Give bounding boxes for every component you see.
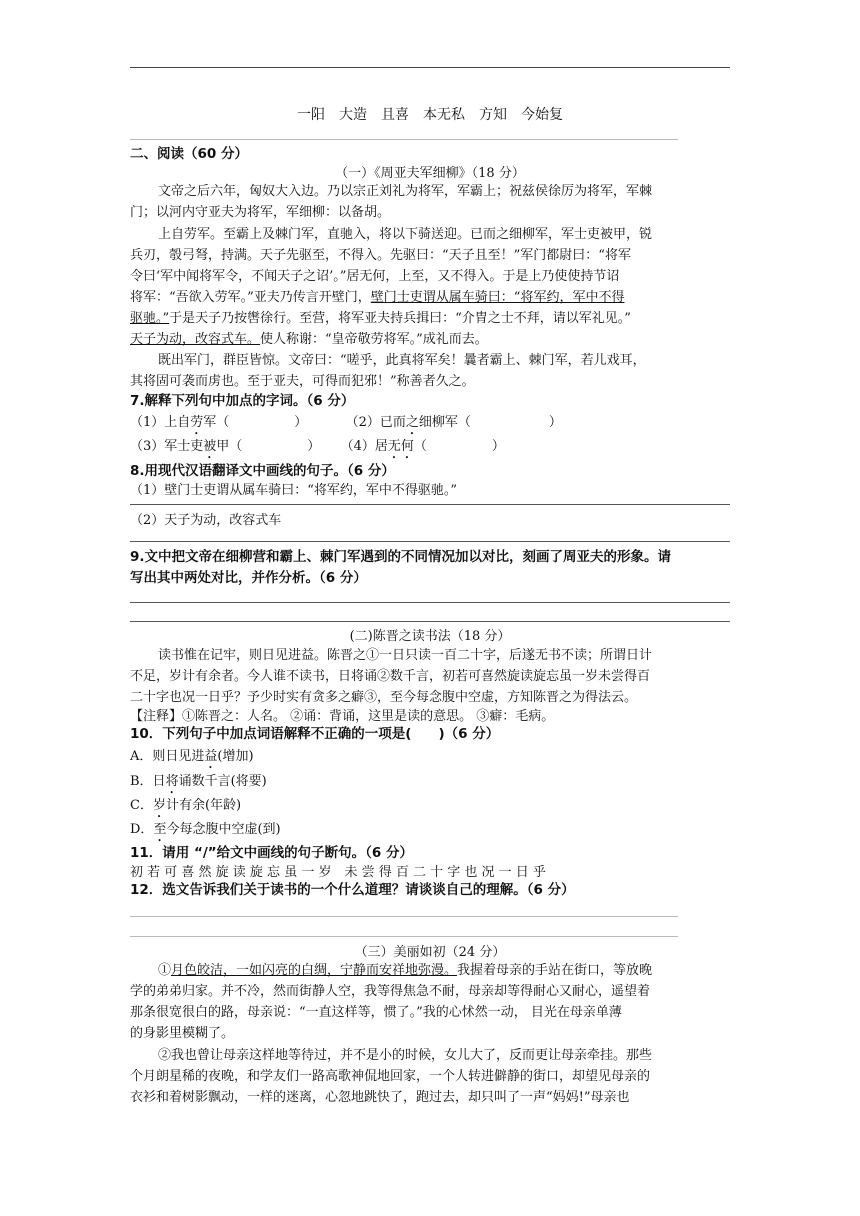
- p3-line: 既出军门，群臣皆惊。文帝曰：“嗟乎，此真将军矣！曩者霸上、棘门军，若儿戏耳，: [158, 353, 646, 368]
- q7-blank[interactable]: 细柳军（ ）: [418, 415, 562, 430]
- underlined-sentence: 天子为动，改容式车。: [130, 332, 261, 347]
- para-text: 我握着母亲的手站在街口，等放晚: [457, 963, 653, 978]
- q7-blank[interactable]: 甲（ ）: [216, 439, 321, 454]
- q10-option-a[interactable]: [130, 746, 730, 772]
- q7-blank[interactable]: 军（ ）: [203, 415, 308, 430]
- part3-p-line: 个月朗星稀的夜晚，和学友们一路高歌神侃地回家，一个人转进僻静的街口，却望见母亲的: [130, 1069, 651, 1084]
- option-text: B．日: [130, 774, 166, 789]
- top-words-rule: [130, 139, 678, 140]
- part2-p-line: 不足，岁计有余者。今人谁不读书，日将诵②数千言，初若可喜然旋读旋忘虽一岁未尝得百: [130, 669, 651, 684]
- option-text: 今每念腹中空虚(到): [166, 822, 281, 837]
- part3-p-line: 那条很宽很白的路，母亲说：“一直这样等，惯了。”我的心怵然一动， 目光在母亲单薄: [130, 1005, 622, 1020]
- q10-option-b[interactable]: [130, 771, 730, 797]
- option-text: 诵数千言(将要): [178, 774, 267, 789]
- part3-p-line: 衣衫和着树影飘动，一样的迷离，心忽地跳快了，跑过去，却只叫了一声“妈妈!”母亲也: [130, 1090, 630, 1105]
- q7-text: （4）居: [340, 439, 388, 454]
- p2-text: 将军：“吾欲入劳军。”亚夫乃传言开壁门，: [130, 290, 371, 305]
- para-number: ①: [158, 963, 172, 978]
- dotted-char: 无何: [387, 439, 414, 454]
- part3-p-line: [130, 960, 730, 981]
- part2-p-line: 读书惟在记牢，则日见进益。陈晋之①一日只读一百二十字，后遂无书不读；所谓日计: [158, 648, 653, 663]
- part2-p-line: 二十字也况一日乎？予少时实有贪多之癖③，至今每念腹中空虚，方知陈晋之为得法云。: [130, 690, 638, 705]
- part2-title: (二)陈晋之读书法（18 分）: [349, 629, 511, 644]
- p2-line: 令曰‘军中闻将军令，不闻天子之诏’。”居无何，上至，又不得入。于是上乃使使持节诏: [130, 269, 620, 284]
- part3-p-line: ②我也曾让母亲这样地等待过，并不是小的时候，女儿大了，反而更让母亲牵挂。那些: [158, 1048, 653, 1063]
- q8-title: 8.用现代汉语翻译文中画线的句子。（6 分）: [130, 463, 395, 479]
- answer-line[interactable]: [130, 504, 730, 505]
- top-words: 一阳 大造 且喜 本无私 方知 今始复: [297, 107, 563, 123]
- part1-title: （一）《周亚夫军细柳》（18 分）: [335, 166, 525, 181]
- part3-title: （三）美丽如初（24 分）: [354, 945, 506, 960]
- q9-line: 9.文中把文帝在细柳营和霸上、棘门军遇到的不同情况加以对比，刻画了周亚夫的形象。请: [130, 549, 672, 565]
- p2-line: [130, 308, 730, 329]
- underlined-sentence: 驱驰。”: [130, 311, 170, 326]
- q11-title: 11．请用 “/”给文中画线的句子断句。（6 分）: [130, 845, 414, 861]
- option-text: (增加): [217, 749, 254, 764]
- dotted-char: 将: [165, 774, 179, 789]
- q9-line: 写出其中两处对比，并作分析。（6 分）: [130, 570, 367, 586]
- part2-note: 【注释】①陈晋之：人名。 ②诵：背诵，这里是读的意思。 ③癖：毛病。: [130, 709, 555, 724]
- p3-line: 其将固可袭而虏也。至于亚夫，可得而犯邪！”称善者久之。: [130, 374, 475, 389]
- q8-sentence-1: （1）壁门士吏谓从属车骑曰：“将军约，军中不得驱驰。”: [130, 483, 458, 498]
- q10-option-c[interactable]: [130, 795, 730, 821]
- q10-option-d[interactable]: [130, 819, 730, 845]
- q7-item-3: [130, 439, 320, 454]
- answer-line[interactable]: [130, 916, 678, 917]
- q7-item-2: [346, 415, 562, 430]
- q7-title: 7.解释下列句中加点的字词。（6 分）: [130, 393, 355, 409]
- q7-text: （1）上自: [130, 415, 191, 430]
- top-rule: [130, 67, 730, 68]
- p2-line: 上自劳军。至霸上及棘门军，直驰入，将以下骑送迎。已而之细柳军，军士吏被甲，锐: [158, 227, 653, 242]
- p1-line: 门；以河内守亚夫为将军，军细柳：以备胡。: [130, 205, 391, 220]
- q11-characters[interactable]: 初 若 可 喜 然 旋 读 旋 忘 虽 一 岁 未 尝 得 百 二 十 字 也 况 一 日 乎: [130, 865, 546, 880]
- dotted-char: 劳: [190, 415, 204, 430]
- section-heading: 二、阅读（60 分）: [130, 146, 248, 162]
- q12-title: 12．选文告诉我们关于读书的一个什么道理？请谈谈自己的理解。（6 分）: [130, 882, 575, 898]
- q7-blank[interactable]: （ ）: [413, 439, 505, 454]
- option-text: C．: [130, 798, 153, 813]
- dotted-char: 至: [153, 822, 167, 837]
- p1-line: 文帝之后六年，匈奴大入边。乃以宗正刘礼为将军，军霸上；祝兹侯徐厉为将军，军棘: [158, 184, 653, 199]
- answer-line[interactable]: [130, 621, 730, 622]
- dotted-char: 益: [204, 749, 218, 764]
- q7-row: [130, 436, 730, 462]
- p2-line: [130, 329, 730, 350]
- answer-line[interactable]: [130, 936, 678, 937]
- p2-line: 兵刃，彀弓弩，持满。天子先驱至，不得入。先驱曰：“天子且至！”军门都尉曰：“将军: [130, 248, 631, 263]
- dotted-char: 之: [405, 415, 419, 430]
- p2-text: 于是天子乃按辔徐行。至营，将军亚夫持兵揖曰：“介胄之士不拜，请以军礼见。”: [169, 311, 631, 326]
- option-text: D．: [130, 822, 154, 837]
- p2-line: [130, 287, 730, 308]
- dotted-char: 岁: [152, 798, 166, 813]
- option-text: 计有余(年龄): [165, 798, 242, 813]
- underlined-sentence: 壁门士吏谓从属车骑曰：“将军约，军中不得: [370, 290, 625, 305]
- q7-row: [130, 412, 730, 438]
- part3-p-line: 的身影里模糊了。: [130, 1026, 235, 1041]
- dotted-char: 被: [203, 439, 217, 454]
- q7-item-1: [130, 415, 307, 430]
- option-text: A．则日见进: [130, 749, 205, 764]
- part3-p-line: 学的弟弟归家。并不冷，然而街静人空，我等得焦急不耐，母亲却等得耐心又耐心，遥望着: [130, 984, 651, 999]
- p2-text: 使人称谢：“皇帝敬劳将军。”成礼而去。: [260, 332, 488, 347]
- answer-line[interactable]: [130, 541, 730, 542]
- q7-item-4: [341, 439, 505, 454]
- q7-text: （3）军士吏: [130, 439, 204, 454]
- q7-text: （2）已而: [345, 415, 406, 430]
- underlined-sentence: 月色皎洁，一如闪亮的白绸，宁静而安祥地弥漫。: [171, 963, 458, 978]
- q8-sentence-2: （2）天子为动，改容式车: [130, 513, 282, 528]
- answer-line[interactable]: [130, 602, 730, 603]
- q10-title: 10．下列句子中加点词语解释不正确的一项是( )（6 分）: [130, 726, 500, 742]
